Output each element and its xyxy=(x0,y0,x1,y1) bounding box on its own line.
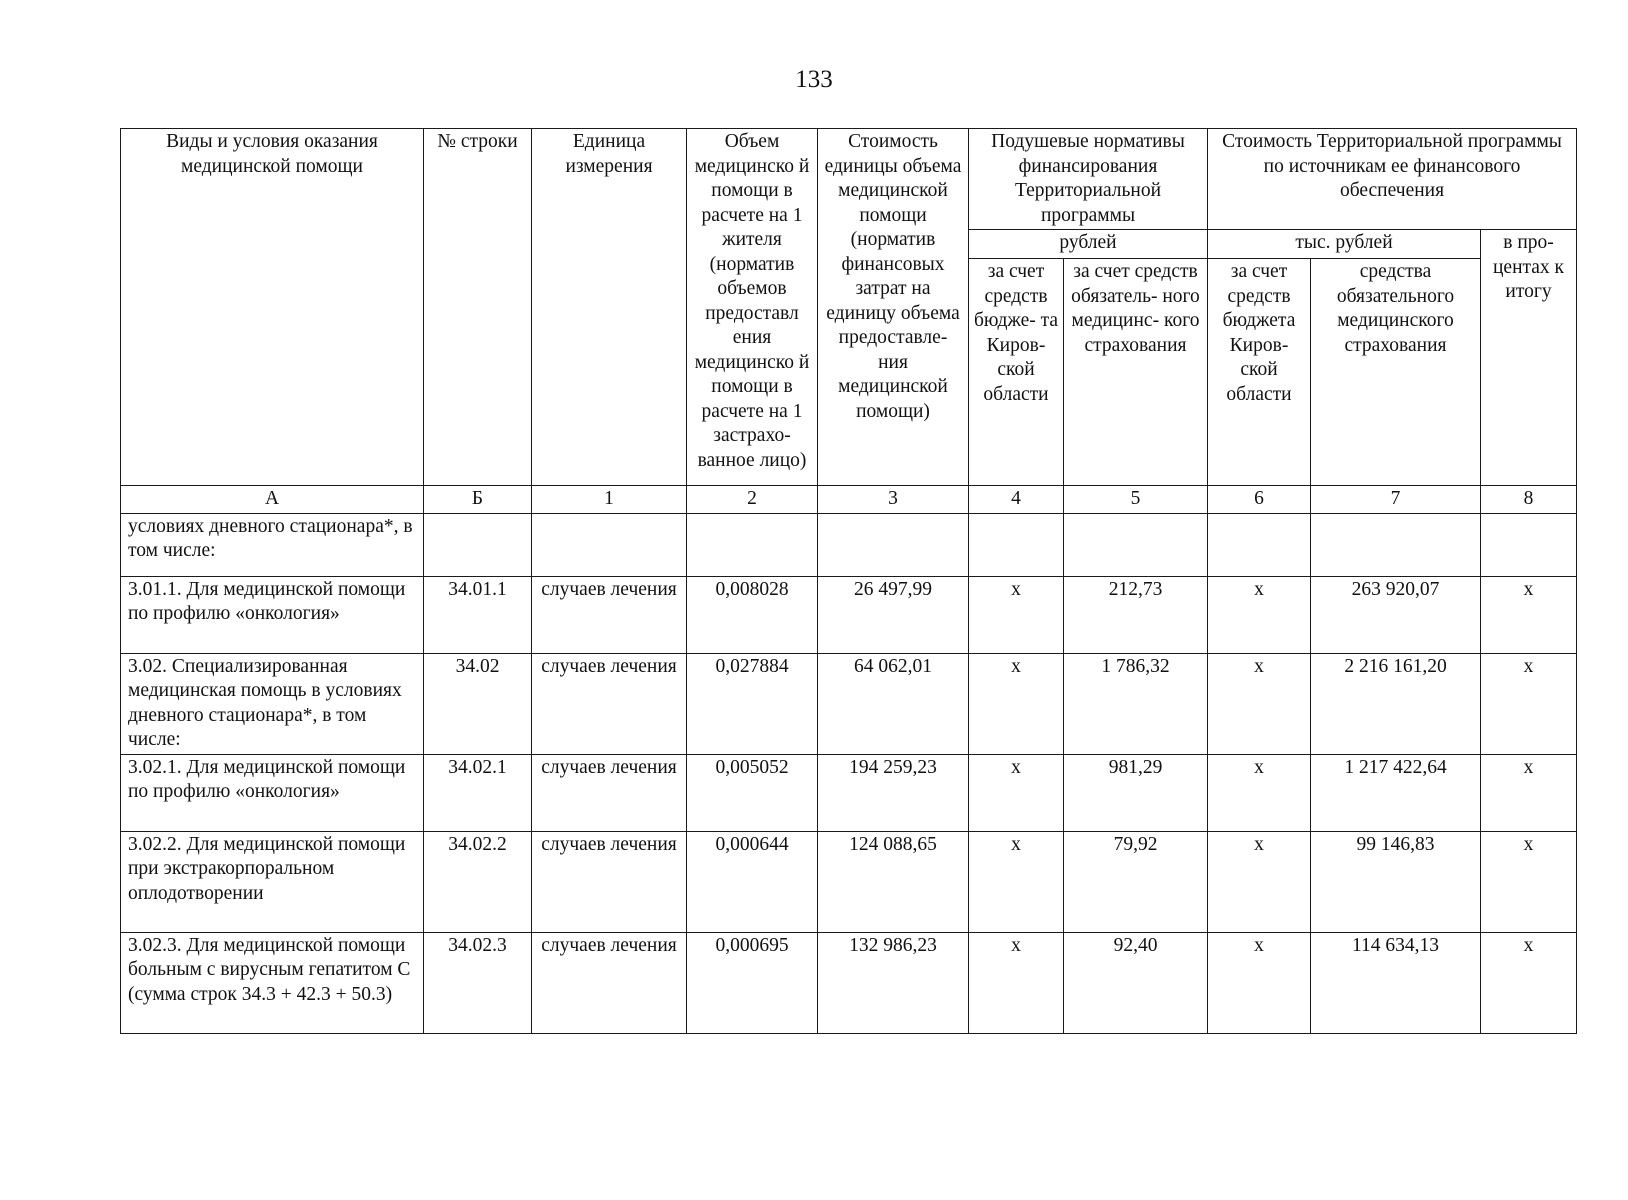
row-col8 xyxy=(1481,513,1577,576)
table-row xyxy=(121,653,1577,754)
row-unit-cost xyxy=(818,513,969,576)
header-unit: Единица измерения xyxy=(532,129,687,486)
row-name: 3.02.1. Для медицинской помощи по профилю «онкология» xyxy=(121,754,424,831)
row-col7: 1 217 422,64 xyxy=(1311,754,1481,831)
row-col6: х xyxy=(1208,932,1311,1033)
table-row xyxy=(121,754,1577,831)
row-unit-cost: 26 497,99 xyxy=(818,576,969,653)
header-volume: Объем медицинско й помощи в расчете на 1 жителя (норматив объемов предоставл ения медицинско й помощи в расчете на 1 застрахо- ванное лицо) xyxy=(687,129,818,486)
row-col8: х xyxy=(1481,754,1577,831)
row-unit: случаев лечения xyxy=(532,932,687,1033)
header-row xyxy=(121,129,1577,230)
header-program-cost-group: Стоимость Территориальной программы по источникам ее финансового обеспечения xyxy=(1208,129,1577,230)
row-unit-cost: 124 088,65 xyxy=(818,831,969,932)
row-col6: х xyxy=(1208,754,1311,831)
header-percent: в про- центах к итогу xyxy=(1481,230,1577,486)
header-thousand-rubles: тыс. рублей xyxy=(1208,230,1481,259)
row-unit-cost: 132 986,23 xyxy=(818,932,969,1033)
row-volume: 0,000644 xyxy=(687,831,818,932)
row-col5: 1 786,32 xyxy=(1064,653,1208,754)
row-volume: 0,000695 xyxy=(687,932,818,1033)
row-unit: случаев лечения xyxy=(532,754,687,831)
row-col5: 212,73 xyxy=(1064,576,1208,653)
row-col7: 2 216 161,20 xyxy=(1311,653,1481,754)
row-line-no: 34.02 xyxy=(424,653,532,754)
row-name: 3.01.1. Для медицинской помощи по профилю «онкология» xyxy=(121,576,424,653)
row-col7: 114 634,13 xyxy=(1311,932,1481,1033)
row-volume: 0,008028 xyxy=(687,576,818,653)
table-row xyxy=(121,932,1577,1033)
row-unit: случаев лечения xyxy=(532,831,687,932)
row-name: 3.02. Специализированная медицинская помощь в условиях дневного стационара*, в том числе: xyxy=(121,653,424,754)
row-col4 xyxy=(969,513,1064,576)
column-letter: 8 xyxy=(1481,486,1577,514)
row-unit xyxy=(532,513,687,576)
column-letter: 6 xyxy=(1208,486,1311,514)
row-col6: х xyxy=(1208,831,1311,932)
row-volume xyxy=(687,513,818,576)
table-row xyxy=(121,513,1577,576)
row-line-no: 34.02.3 xyxy=(424,932,532,1033)
row-col6: х xyxy=(1208,576,1311,653)
row-col4: х xyxy=(969,576,1064,653)
column-letter: Б xyxy=(424,486,532,514)
page-number: 133 xyxy=(795,66,833,93)
header-kind: Виды и условия оказания медицинской помощи xyxy=(121,129,424,486)
row-volume: 0,005052 xyxy=(687,754,818,831)
row-col8: х xyxy=(1481,831,1577,932)
column-letter: 3 xyxy=(818,486,969,514)
header-regional-budget-cost: за счет средств бюджета Киров- ской области xyxy=(1208,259,1311,486)
row-col5: 981,29 xyxy=(1064,754,1208,831)
column-letter: 1 xyxy=(532,486,687,514)
row-line-no: 34.01.1 xyxy=(424,576,532,653)
row-col8: х xyxy=(1481,932,1577,1033)
row-col8: х xyxy=(1481,576,1577,653)
row-col4: х xyxy=(969,831,1064,932)
row-line-no xyxy=(424,513,532,576)
row-name: 3.02.2. Для медицинской помощи при экстракорпоральном оплодотворении xyxy=(121,831,424,932)
header-line-no: № строки xyxy=(424,129,532,486)
row-col7 xyxy=(1311,513,1481,576)
row-col7: 99 146,83 xyxy=(1311,831,1481,932)
row-col8: х xyxy=(1481,653,1577,754)
row-col4: х xyxy=(969,653,1064,754)
row-col5: 79,92 xyxy=(1064,831,1208,932)
row-name: 3.02.3. Для медицинской помощи больным с вирусным гепатитом С (сумма строк 34.3 + 42.3 + 50.3) xyxy=(121,932,424,1033)
row-col6: х xyxy=(1208,653,1311,754)
header-unit-cost: Стоимость единицы объема медицинской помощи (норматив финансовых затрат на единицу объема предоставле- ния медицинской помощи) xyxy=(818,129,969,486)
row-col4: х xyxy=(969,754,1064,831)
column-letter: 2 xyxy=(687,486,818,514)
header-rubles: рублей xyxy=(969,230,1208,259)
table-row xyxy=(121,831,1577,932)
row-col5 xyxy=(1064,513,1208,576)
row-col4: х xyxy=(969,932,1064,1033)
column-letter: 4 xyxy=(969,486,1064,514)
column-letter: 5 xyxy=(1064,486,1208,514)
row-col7: 263 920,07 xyxy=(1311,576,1481,653)
row-volume: 0,027884 xyxy=(687,653,818,754)
column-numbering-row xyxy=(121,486,1577,514)
financing-table xyxy=(120,128,1577,1034)
row-col5: 92,40 xyxy=(1064,932,1208,1033)
row-unit-cost: 64 062,01 xyxy=(818,653,969,754)
table-row xyxy=(121,576,1577,653)
row-line-no: 34.02.2 xyxy=(424,831,532,932)
header-per-capita-group: Подушевые нормативы финансирования Территориальной программы xyxy=(969,129,1208,230)
header-oms-cost: средства обязательного медицинского страхования xyxy=(1311,259,1481,486)
row-unit: случаев лечения xyxy=(532,576,687,653)
row-name: условиях дневного стационара*, в том числе: xyxy=(121,513,424,576)
row-col6 xyxy=(1208,513,1311,576)
header-regional-budget-per-capita: за счет средств бюдже- та Киров- ской области xyxy=(969,259,1064,486)
header-oms-per-capita: за счет средств обязатель- ного медицинс- кого страхования xyxy=(1064,259,1208,486)
row-unit-cost: 194 259,23 xyxy=(818,754,969,831)
column-letter: А xyxy=(121,486,424,514)
row-unit: случаев лечения xyxy=(532,653,687,754)
column-letter: 7 xyxy=(1311,486,1481,514)
row-line-no: 34.02.1 xyxy=(424,754,532,831)
